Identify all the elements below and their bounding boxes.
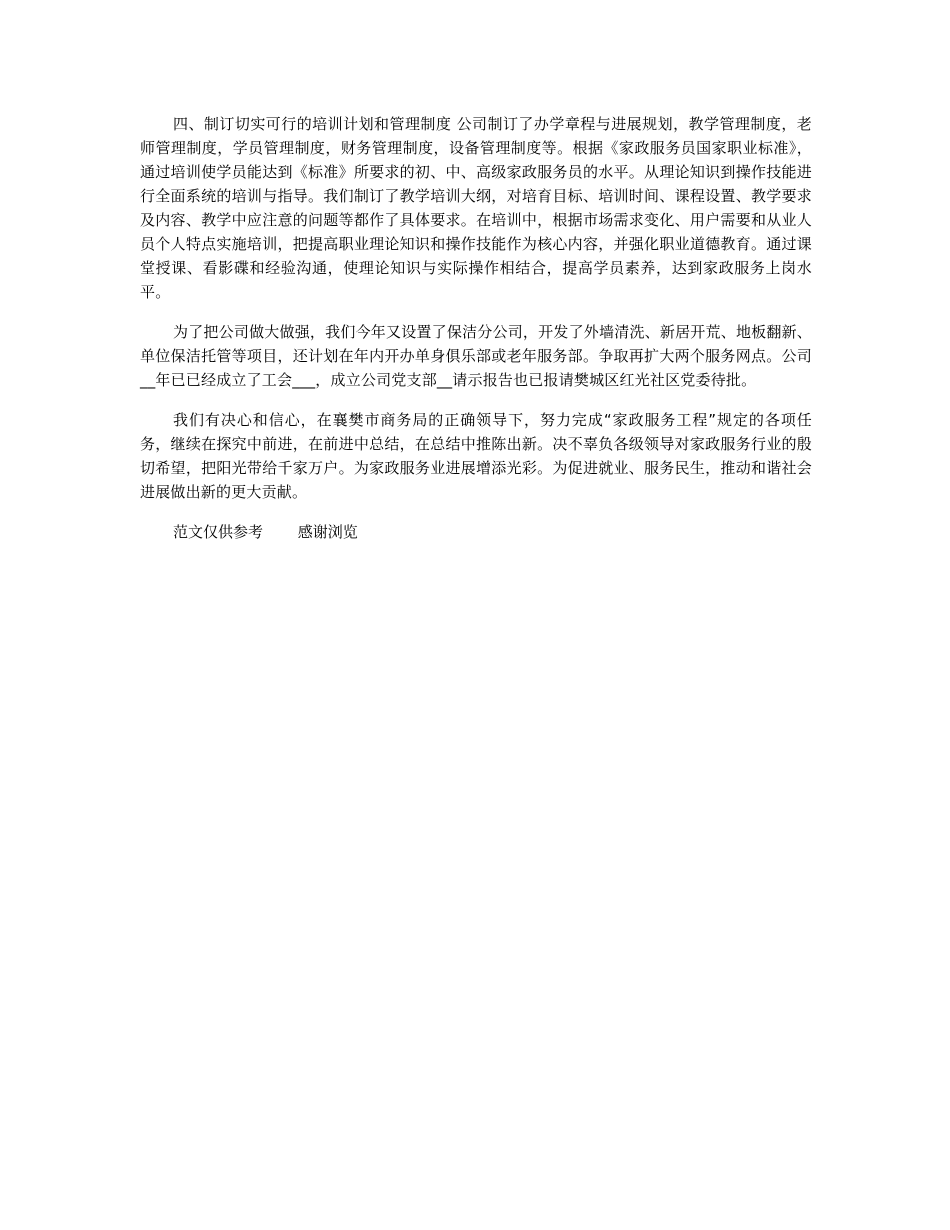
paragraph-commitment: 我们有决心和信心，在襄樊市商务局的正确领导下，努力完成“家政服务工程”规定的各项任务，继续在探究中前进，在前进中总结，在总结中推陈出新。决不辜负各级领导对家政服务行业的殷切希望，把阳光带给千家万户。为家政服务业进展增添光彩。为促进就业、服务民生，推动和谐社会进展做出新的更大贡献。 (140, 411, 812, 501)
paragraph-expansion: 为了把公司做大做强，我们今年又设置了保洁分公司，开发了外墙清洗、新居开荒、地板翻新、单位保洁托管等项目，还计划在年内开办单身俱乐部或老年服务部。争取再扩大两个服务网点。公司__年已已经成立了工会___，成立公司党支部__请示报告也已报请樊城区红光社区党委待批。 (140, 323, 812, 389)
footer-reference-text: 范文仅供参考 (173, 523, 264, 541)
footer-thanks-text: 感谢浏览 (297, 523, 358, 541)
document-body (140, 112, 812, 544)
paragraph-training-plan: 四、制订切实可行的培训计划和管理制度 公司制订了办学章程与进展规划，教学管理制度，老师管理制度，学员管理制度，财务管理制度，设备管理制度等。根据《家政服务员国家职业标准》，通过培训使学员能达到《标准》所要求的初、中、高级家政服务员的水平。从理论知识到操作技能进行全面系统的培训与指导。我们制订了教学培训大纲，对培育目标、培训时间、课程设置、教学要求及内容、教学中应注意的问题等都作了具体要求。在培训中，根据市场需求变化、用户需要和从业人员个人特点实施培训，把提高职业理论知识和操作技能作为核心内容，并强化职业道德教育。通过课堂授课、看影碟和经验沟通，使理论知识与实际操作相结合，提高学员素养，达到家政服务上岗水平。 (140, 115, 812, 301)
footer-note (140, 520, 812, 544)
